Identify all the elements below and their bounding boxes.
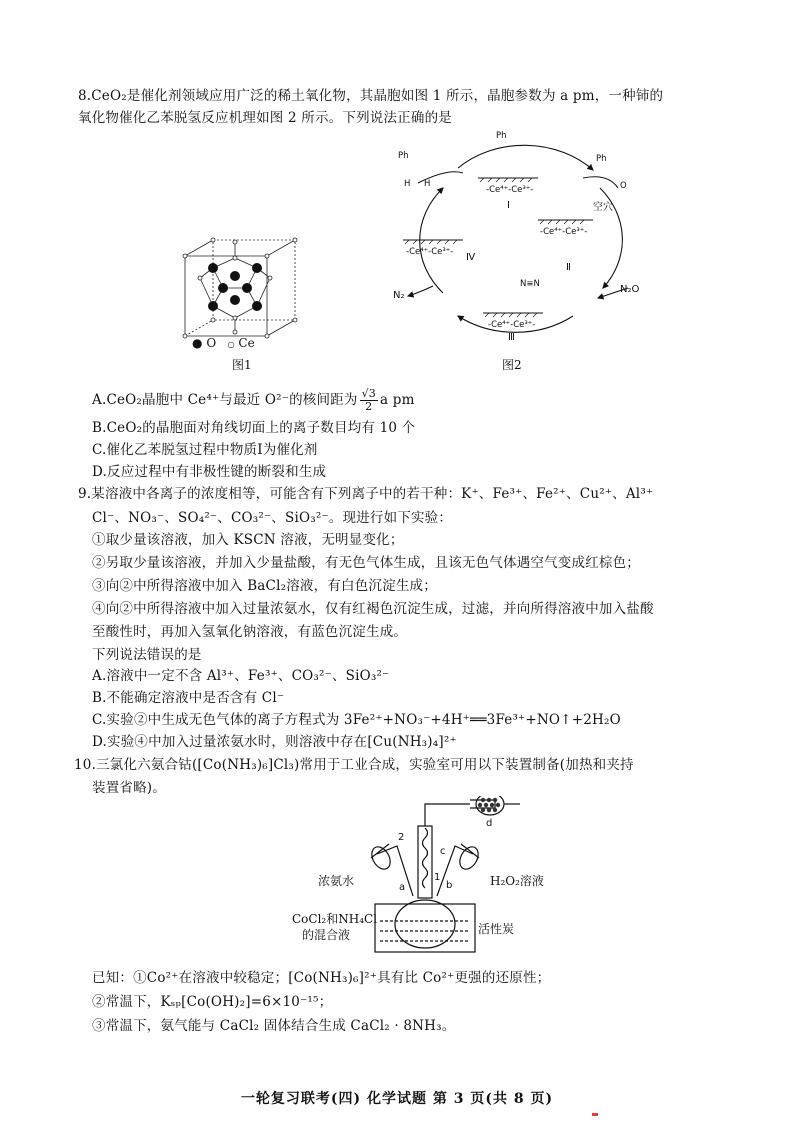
q9-option-d: D.实验④中加入过量浓氨水时，则溶液中存在[Cu(NH₃)₄]²⁺ bbox=[92, 734, 457, 750]
label-mixture-line1: CoCl₂和NH₄Cl bbox=[292, 912, 378, 926]
q8-stem-line2: 氧化物催化乙苯脱氢反应机理如图 2 所示。下列说法正确的是 bbox=[78, 110, 452, 126]
label-activated-carbon: 活性炭 bbox=[478, 922, 515, 936]
fig2-chain-i: -Ce⁴⁺-Ce³⁺- bbox=[486, 185, 534, 195]
label-conc-ammonia: 浓氨水 bbox=[318, 874, 355, 888]
q8-option-d: D.反应过程中有非极性键的断裂和生成 bbox=[92, 464, 327, 480]
q9-step4-line2: 至酸性时，再加入氢氧化钠溶液，有蓝色沉淀生成。 bbox=[92, 624, 408, 640]
q9-step4-line1: ④向②中所得溶液中加入过量浓氨水，仅有红褐色沉淀生成，过滤，并向所得溶液中加入盐酸 bbox=[92, 601, 654, 617]
fig2-n-n: N≡N bbox=[520, 279, 540, 289]
q8-stem-line1: 8.CeO₂是催化剂领域应用广泛的稀土氧化物，其晶胞如图 1 所示，晶胞参数为 a pm，一种铈的 bbox=[78, 88, 664, 104]
fig2-chain-iv: -Ce⁴⁺-Ce³⁺- bbox=[406, 247, 454, 257]
fig2-n2: N₂ bbox=[393, 290, 405, 301]
q8-option-a-unit: a pm bbox=[380, 392, 415, 408]
fig2-caption: 图2 bbox=[502, 358, 522, 372]
q9-stem-line2: Cl⁻、NO₃⁻、SO₄²⁻、CO₃²⁻、SiO₃²⁻。现进行如下实验： bbox=[92, 510, 453, 526]
q8-option-b: B.CeO₂的晶胞面对角线切面上的离子数目均有 10 个 bbox=[92, 420, 416, 436]
legend-o-dot: ● bbox=[192, 336, 203, 350]
fig2-h1: H bbox=[404, 179, 411, 189]
legend-o-label: O bbox=[206, 336, 217, 350]
apparatus-label-2: 2 bbox=[398, 832, 405, 843]
fig2-n2o: N₂O bbox=[620, 284, 640, 295]
fig2-vacancy: 空穴 bbox=[593, 202, 613, 213]
q8-option-a bbox=[92, 388, 415, 413]
fig2-label-ii: Ⅱ bbox=[566, 262, 571, 273]
fig1-legend bbox=[192, 336, 255, 350]
q10-known-2: ②常温下，Kₛₚ[Co(OH)₂]=6×10⁻¹⁵； bbox=[92, 994, 333, 1010]
fig2-label-iii: Ⅲ bbox=[508, 332, 515, 343]
q9-question: 下列说法错误的是 bbox=[92, 647, 202, 663]
q9-step1: ①取少量该溶液，加入 KSCN 溶液，无明显变化； bbox=[92, 532, 404, 548]
legend-ce-label: Ce bbox=[238, 336, 255, 350]
q8-option-a-fraction bbox=[360, 388, 378, 413]
q9-option-b: B.不能确定溶液中是否含有 Cl⁻ bbox=[92, 690, 285, 706]
fig2-label-i: Ⅰ bbox=[507, 200, 510, 211]
fig2-chain-iii: -Ce⁴⁺-Ce³⁺- bbox=[488, 320, 536, 330]
q9-stem-line1: 9.某溶液中各离子的浓度相等，可能含有下列离子中的若干种：K⁺、Fe³⁺、Fe²⁺、Cu²⁺、Al³⁺ bbox=[78, 486, 654, 502]
label-h2o2-solution: H₂O₂溶液 bbox=[490, 874, 544, 888]
q10-known-3: ③常温下，氨气能与 CaCl₂ 固体结合生成 CaCl₂ · 8NH₃。 bbox=[92, 1018, 456, 1034]
fig2-ph-right: Ph bbox=[596, 154, 607, 164]
red-mark bbox=[592, 1113, 598, 1116]
legend-ce-dot: ○ bbox=[227, 340, 235, 349]
fig2-ph-reactant: Ph bbox=[398, 151, 409, 161]
fraction-denominator: 2 bbox=[365, 400, 373, 413]
q10-stem-line1: 10.三氯化六氨合钴([Co(NH₃)₆]Cl₃)常用于工业合成，实验室可用以下装置制备(加热和夹持 bbox=[74, 757, 634, 773]
fig2-ph-top: Ph bbox=[496, 131, 507, 141]
fraction-numerator: √3 bbox=[361, 387, 377, 400]
fig2-label-iv: Ⅳ bbox=[466, 252, 476, 263]
q10-stem-line2: 装置省略)。 bbox=[92, 780, 166, 796]
fig2-chain-ii: -Ce⁴⁺-Ce³⁺- bbox=[540, 227, 588, 237]
q10-known-1: 已知：①Co²⁺在溶液中较稳定；[Co(NH₃)₆]²⁺具有比 Co²⁺更强的还原性； bbox=[92, 970, 551, 986]
fig1-caption: 图1 bbox=[232, 358, 252, 372]
q9-option-a: A.溶液中一定不含 Al³⁺、Fe³⁺、CO₃²⁻、SiO₃²⁻ bbox=[92, 668, 390, 684]
label-mixture-line2: 的混合液 bbox=[302, 928, 351, 942]
apparatus-label-c: c bbox=[440, 846, 446, 857]
fig2-o-right: O bbox=[620, 181, 627, 191]
fig2-h2: H bbox=[424, 179, 431, 189]
page-footer: 一轮复习联考(四) 化学试题 第 3 页(共 8 页) bbox=[240, 1091, 554, 1107]
q9-step3: ③向②中所得溶液中加入 BaCl₂溶液，有白色沉淀生成； bbox=[92, 578, 437, 594]
fig2-catalytic-cycle bbox=[388, 128, 658, 350]
q8-option-c: C.催化乙苯脱氢过程中物质Ⅰ为催化剂 bbox=[92, 442, 318, 458]
q8-option-a-text: A.CeO₂晶胞中 Ce⁴⁺与最近 O²⁻的核间距为 bbox=[92, 392, 358, 408]
q9-option-c: C.实验②中生成无色气体的离子方程式为 3Fe²⁺+NO₃⁻+4H⁺══3Fe³⁺+NO↑+2H₂O bbox=[92, 712, 621, 728]
apparatus-label-a: a bbox=[399, 882, 406, 893]
apparatus-label-1: 1 bbox=[434, 872, 441, 883]
apparatus-label-d: d bbox=[486, 818, 493, 829]
fig1-unit-cell bbox=[175, 228, 305, 353]
apparatus-label-b: b bbox=[446, 880, 453, 891]
q9-step2: ②另取少量该溶液，并加入少量盐酸，有无色气体生成，且该无色气体遇空气变成红棕色； bbox=[92, 555, 640, 571]
